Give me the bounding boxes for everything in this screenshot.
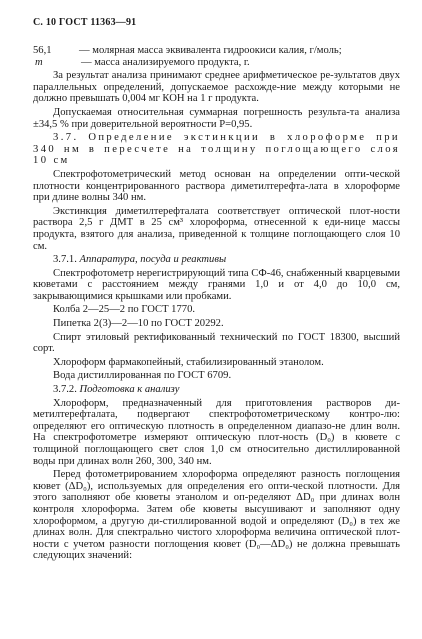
legend-key: 56,1	[33, 45, 52, 56]
subsection-heading	[33, 254, 400, 266]
paragraph: Колба 2—25—2 по ГОСТ 1770.	[53, 304, 196, 316]
subsection-title: Подготовка к анализу	[79, 384, 180, 396]
subsection-number: 3.7.1.	[53, 254, 77, 266]
paragraph: Экстинкция диметилтерефталата соответствует оптической плот-ности раствора 2,5 г ДМТ в 25 см³ хлороформа, отнесенной к еди-нице массы продукта, взятого для анализа, приведенной к толщине поглощающего слоя 10 см.	[33, 205, 400, 252]
formula-legend-row	[33, 57, 400, 69]
paragraph: Пипетка 2(3)—2—10 по ГОСТ 20292.	[53, 318, 224, 330]
legend-key: m	[35, 56, 43, 68]
document-body	[33, 45, 400, 562]
section-heading: 3.7. Определение экстинкции в хлороформе при 340 нм в пересчете на толщину поглощающего слоя 10 см	[33, 132, 400, 167]
subsection-title: Аппаратура, посуда и реактивы	[79, 254, 227, 266]
subsection-heading	[33, 384, 400, 396]
paragraph: Вода дистиллированная по ГОСТ 6709.	[53, 370, 232, 382]
paragraph: За результат анализа принимают среднее арифметическое ре-зультатов двух параллельных определений, допускаемое расхожде-ние между которыми не должно превышать 0,004 мг КОН на 1 г продукта.	[33, 70, 400, 105]
paragraph: Допускаемая относительная суммарная погрешность результа-та анализа ±34,5 % при доверительной вероятности P=0,95.	[33, 106, 400, 130]
page-header: С. 10 ГОСТ 11363—91	[33, 17, 137, 28]
paragraph: Хлороформ, предназначенный для приготовления растворов ди-метилтерефталата, подвергают спектрофотометрическому контро-лю: определяют его оптическую плотность в определенном диапазо-не длин волн. На спектрофотометре измеряют оптическую плот-ность (D₀) в кювете с толщиной поглощающего свет слоя 1,0 см относительно дистиллированной воды при длинах волн 260, 300, 340 нм.	[33, 397, 400, 467]
paragraph: Спирт этиловый ректификованный технический по ГОСТ 18300, высший сорт.	[33, 331, 400, 355]
legend-text: — молярная масса эквивалента гидроокиси калия, г/моль;	[79, 45, 342, 56]
paragraph: Спектрофотометр нерегистрирующий типа СФ-46, снабженный кварцевыми кюветами с расстоянием между гранями 1,0 и от 4,0 до 10,0 см, закрывающимися крышками или пробками.	[33, 267, 400, 302]
paragraph: Спектрофотометрический метод основан на определении опти-ческой плотности концентрированного раствора диметилтерефта-лата в хлороформе при длине волны 340 нм.	[33, 168, 400, 204]
paragraph: Перед фотометрированием хлороформа определяют разность поглощения кювет (ΔD₀), используемых для определения его опти-ческой плотности. Для этого заполняют обе кюветы этанолом и оп-ределяют ΔD₀ при длинах волн контроля хлороформа. Затем обе кюветы высушивают и заполняют одну хлороформом, а другую ди-стиллированной водой и определяют (D₀) в тех же длинах волн. Для спектрально чистого хлороформа величина оптической плот-ности с учетом разности поглощения кювет (D₀—ΔD₀) не должна превышать следующих значений:	[33, 469, 400, 562]
subsection-number: 3.7.2.	[53, 384, 77, 396]
legend-text: — масса анализируемого продукта, г.	[81, 56, 250, 68]
paragraph: Хлороформ фармакопейный, стабилизированный этанолом.	[53, 356, 324, 368]
formula-legend-row	[33, 45, 400, 57]
